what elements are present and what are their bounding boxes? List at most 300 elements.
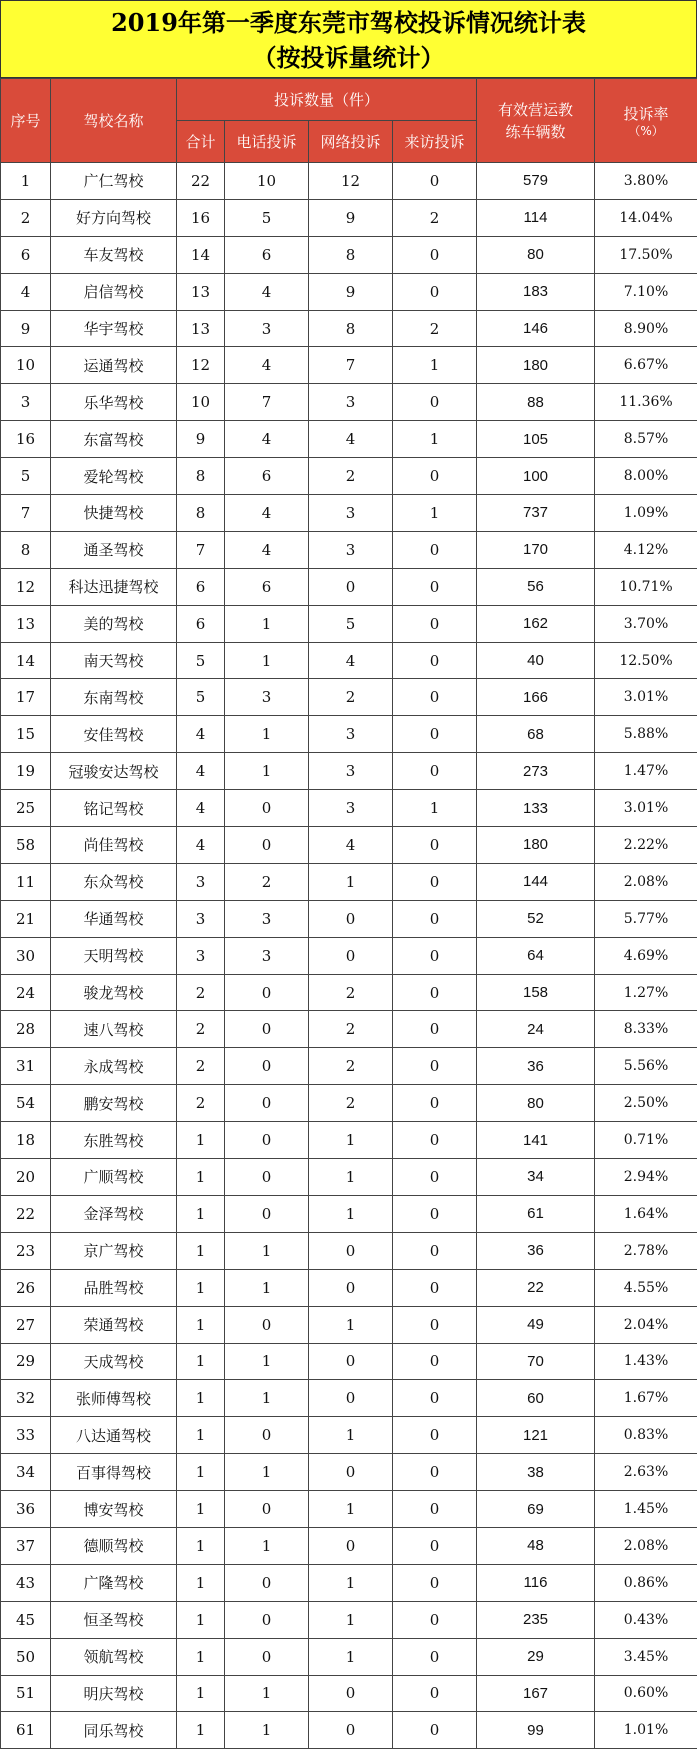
cell-online: 1 bbox=[309, 1491, 393, 1528]
page-title: 2019年第一季度东莞市驾校投诉情况统计表 bbox=[111, 8, 586, 37]
cell-vehicles: 167 bbox=[477, 1675, 595, 1712]
cell-total: 1 bbox=[177, 1491, 225, 1528]
cell-rate: 11.36% bbox=[595, 384, 697, 421]
cell-seq: 17 bbox=[1, 679, 51, 716]
cell-visit: 1 bbox=[393, 347, 477, 384]
cell-online: 0 bbox=[309, 1269, 393, 1306]
cell-phone: 0 bbox=[225, 1306, 309, 1343]
cell-vehicles: 29 bbox=[477, 1638, 595, 1675]
table-row bbox=[1, 1712, 697, 1749]
cell-seq: 18 bbox=[1, 1122, 51, 1159]
cell-rate: 8.90% bbox=[595, 310, 697, 347]
cell-seq: 45 bbox=[1, 1601, 51, 1638]
cell-vehicles: 235 bbox=[477, 1601, 595, 1638]
cell-rate: 1.01% bbox=[595, 1712, 697, 1749]
cell-total: 2 bbox=[177, 974, 225, 1011]
cell-total: 3 bbox=[177, 900, 225, 937]
cell-online: 0 bbox=[309, 1527, 393, 1564]
cell-phone: 6 bbox=[225, 458, 309, 495]
cell-school-name: 天成驾校 bbox=[51, 1343, 177, 1380]
table-row bbox=[1, 605, 697, 642]
cell-rate: 5.88% bbox=[595, 716, 697, 753]
cell-phone: 0 bbox=[225, 790, 309, 827]
cell-rate: 2.63% bbox=[595, 1454, 697, 1491]
table-row bbox=[1, 163, 697, 200]
cell-school-name: 东胜驾校 bbox=[51, 1122, 177, 1159]
cell-seq: 28 bbox=[1, 1011, 51, 1048]
cell-phone: 5 bbox=[225, 199, 309, 236]
cell-seq: 1 bbox=[1, 163, 51, 200]
cell-school-name: 快捷驾校 bbox=[51, 495, 177, 532]
cell-total: 7 bbox=[177, 531, 225, 568]
cell-total: 2 bbox=[177, 1085, 225, 1122]
cell-school-name: 车友驾校 bbox=[51, 236, 177, 273]
cell-phone: 0 bbox=[225, 1564, 309, 1601]
table-row bbox=[1, 1195, 697, 1232]
cell-visit: 0 bbox=[393, 1195, 477, 1232]
cell-online: 1 bbox=[309, 863, 393, 900]
cell-total: 14 bbox=[177, 236, 225, 273]
cell-school-name: 东南驾校 bbox=[51, 679, 177, 716]
cell-vehicles: 80 bbox=[477, 1085, 595, 1122]
table-row bbox=[1, 863, 697, 900]
cell-visit: 0 bbox=[393, 1343, 477, 1380]
cell-rate: 5.77% bbox=[595, 900, 697, 937]
cell-total: 6 bbox=[177, 568, 225, 605]
table-row bbox=[1, 1564, 697, 1601]
cell-school-name: 恒圣驾校 bbox=[51, 1601, 177, 1638]
cell-school-name: 张师傅驾校 bbox=[51, 1380, 177, 1417]
cell-vehicles: 60 bbox=[477, 1380, 595, 1417]
cell-online: 2 bbox=[309, 679, 393, 716]
cell-visit: 0 bbox=[393, 531, 477, 568]
cell-seq: 61 bbox=[1, 1712, 51, 1749]
table-row bbox=[1, 1306, 697, 1343]
cell-visit: 0 bbox=[393, 1491, 477, 1528]
cell-vehicles: 40 bbox=[477, 642, 595, 679]
cell-vehicles: 64 bbox=[477, 937, 595, 974]
page-subtitle: （按投诉量统计） bbox=[252, 43, 445, 72]
cell-visit: 0 bbox=[393, 679, 477, 716]
header-complaints-group: 投诉数量（件） bbox=[177, 79, 477, 121]
cell-total: 1 bbox=[177, 1195, 225, 1232]
cell-seq: 58 bbox=[1, 827, 51, 864]
cell-seq: 54 bbox=[1, 1085, 51, 1122]
cell-online: 3 bbox=[309, 716, 393, 753]
cell-seq: 26 bbox=[1, 1269, 51, 1306]
cell-total: 1 bbox=[177, 1269, 225, 1306]
cell-seq: 20 bbox=[1, 1159, 51, 1196]
cell-seq: 31 bbox=[1, 1048, 51, 1085]
cell-seq: 3 bbox=[1, 384, 51, 421]
cell-total: 4 bbox=[177, 827, 225, 864]
cell-school-name: 品胜驾校 bbox=[51, 1269, 177, 1306]
cell-online: 1 bbox=[309, 1564, 393, 1601]
cell-seq: 6 bbox=[1, 236, 51, 273]
cell-school-name: 爱轮驾校 bbox=[51, 458, 177, 495]
table-body bbox=[1, 163, 697, 1749]
cell-visit: 0 bbox=[393, 1048, 477, 1085]
cell-rate: 10.71% bbox=[595, 568, 697, 605]
cell-online: 0 bbox=[309, 900, 393, 937]
cell-visit: 0 bbox=[393, 1306, 477, 1343]
cell-vehicles: 121 bbox=[477, 1417, 595, 1454]
cell-online: 0 bbox=[309, 1712, 393, 1749]
table-row bbox=[1, 974, 697, 1011]
cell-visit: 0 bbox=[393, 900, 477, 937]
cell-total: 4 bbox=[177, 716, 225, 753]
cell-total: 1 bbox=[177, 1417, 225, 1454]
table-row bbox=[1, 310, 697, 347]
cell-total: 1 bbox=[177, 1454, 225, 1491]
cell-visit: 0 bbox=[393, 1011, 477, 1048]
cell-rate: 1.43% bbox=[595, 1343, 697, 1380]
table-row bbox=[1, 384, 697, 421]
header-vehicles-line2: 练车辆数 bbox=[505, 122, 566, 141]
cell-seq: 21 bbox=[1, 900, 51, 937]
cell-school-name: 广隆驾校 bbox=[51, 1564, 177, 1601]
cell-vehicles: 52 bbox=[477, 900, 595, 937]
cell-rate: 0.83% bbox=[595, 1417, 697, 1454]
cell-vehicles: 48 bbox=[477, 1527, 595, 1564]
cell-total: 4 bbox=[177, 753, 225, 790]
cell-phone: 4 bbox=[225, 421, 309, 458]
cell-school-name: 鹏安驾校 bbox=[51, 1085, 177, 1122]
cell-phone: 1 bbox=[225, 1232, 309, 1269]
table-row bbox=[1, 1343, 697, 1380]
cell-rate: 0.60% bbox=[595, 1675, 697, 1712]
cell-rate: 6.67% bbox=[595, 347, 697, 384]
table-row bbox=[1, 568, 697, 605]
cell-seq: 43 bbox=[1, 1564, 51, 1601]
cell-online: 1 bbox=[309, 1195, 393, 1232]
cell-online: 3 bbox=[309, 753, 393, 790]
cell-total: 2 bbox=[177, 1011, 225, 1048]
cell-seq: 25 bbox=[1, 790, 51, 827]
cell-visit: 0 bbox=[393, 163, 477, 200]
table-row bbox=[1, 1675, 697, 1712]
cell-vehicles: 170 bbox=[477, 531, 595, 568]
cell-phone: 3 bbox=[225, 679, 309, 716]
cell-seq: 10 bbox=[1, 347, 51, 384]
cell-seq: 30 bbox=[1, 937, 51, 974]
cell-vehicles: 579 bbox=[477, 163, 595, 200]
cell-total: 1 bbox=[177, 1564, 225, 1601]
header-vehicles-line1: 有效营运教 bbox=[498, 100, 574, 119]
table-row bbox=[1, 900, 697, 937]
cell-vehicles: 68 bbox=[477, 716, 595, 753]
cell-vehicles: 38 bbox=[477, 1454, 595, 1491]
cell-vehicles: 24 bbox=[477, 1011, 595, 1048]
cell-total: 1 bbox=[177, 1306, 225, 1343]
header-rate-unit: （%） bbox=[628, 123, 664, 138]
cell-rate: 4.55% bbox=[595, 1269, 697, 1306]
cell-rate: 3.01% bbox=[595, 679, 697, 716]
cell-phone: 1 bbox=[225, 642, 309, 679]
table-row bbox=[1, 1527, 697, 1564]
cell-seq: 29 bbox=[1, 1343, 51, 1380]
cell-online: 8 bbox=[309, 310, 393, 347]
cell-rate: 8.00% bbox=[595, 458, 697, 495]
header-rate-label: 投诉率 bbox=[623, 104, 669, 123]
cell-phone: 0 bbox=[225, 1122, 309, 1159]
cell-seq: 4 bbox=[1, 273, 51, 310]
cell-rate: 1.27% bbox=[595, 974, 697, 1011]
cell-online: 0 bbox=[309, 568, 393, 605]
cell-visit: 2 bbox=[393, 199, 477, 236]
cell-rate: 2.04% bbox=[595, 1306, 697, 1343]
cell-online: 12 bbox=[309, 163, 393, 200]
cell-phone: 1 bbox=[225, 1343, 309, 1380]
cell-seq: 2 bbox=[1, 199, 51, 236]
cell-phone: 10 bbox=[225, 163, 309, 200]
cell-seq: 24 bbox=[1, 974, 51, 1011]
table-row bbox=[1, 199, 697, 236]
cell-rate: 8.57% bbox=[595, 421, 697, 458]
cell-vehicles: 114 bbox=[477, 199, 595, 236]
cell-phone: 0 bbox=[225, 1011, 309, 1048]
cell-vehicles: 34 bbox=[477, 1159, 595, 1196]
cell-visit: 0 bbox=[393, 1380, 477, 1417]
cell-school-name: 华宇驾校 bbox=[51, 310, 177, 347]
cell-online: 1 bbox=[309, 1122, 393, 1159]
cell-rate: 3.70% bbox=[595, 605, 697, 642]
cell-visit: 0 bbox=[393, 1601, 477, 1638]
cell-rate: 2.94% bbox=[595, 1159, 697, 1196]
cell-phone: 7 bbox=[225, 384, 309, 421]
cell-total: 8 bbox=[177, 495, 225, 532]
cell-school-name: 东富驾校 bbox=[51, 421, 177, 458]
cell-online: 2 bbox=[309, 974, 393, 1011]
cell-phone: 1 bbox=[225, 605, 309, 642]
cell-online: 2 bbox=[309, 458, 393, 495]
cell-rate: 2.50% bbox=[595, 1085, 697, 1122]
cell-phone: 0 bbox=[225, 974, 309, 1011]
cell-phone: 4 bbox=[225, 531, 309, 568]
cell-online: 1 bbox=[309, 1638, 393, 1675]
cell-phone: 3 bbox=[225, 937, 309, 974]
cell-online: 2 bbox=[309, 1048, 393, 1085]
table-row bbox=[1, 421, 697, 458]
cell-online: 3 bbox=[309, 790, 393, 827]
cell-seq: 51 bbox=[1, 1675, 51, 1712]
cell-visit: 0 bbox=[393, 1085, 477, 1122]
cell-total: 16 bbox=[177, 199, 225, 236]
cell-phone: 1 bbox=[225, 1527, 309, 1564]
table-header bbox=[1, 79, 697, 163]
cell-vehicles: 133 bbox=[477, 790, 595, 827]
cell-rate: 1.47% bbox=[595, 753, 697, 790]
cell-online: 7 bbox=[309, 347, 393, 384]
cell-visit: 0 bbox=[393, 384, 477, 421]
cell-visit: 0 bbox=[393, 1417, 477, 1454]
table-row bbox=[1, 1048, 697, 1085]
cell-total: 1 bbox=[177, 1232, 225, 1269]
cell-vehicles: 100 bbox=[477, 458, 595, 495]
cell-visit: 0 bbox=[393, 642, 477, 679]
cell-visit: 0 bbox=[393, 1122, 477, 1159]
cell-rate: 2.08% bbox=[595, 863, 697, 900]
cell-total: 5 bbox=[177, 679, 225, 716]
cell-school-name: 好方向驾校 bbox=[51, 199, 177, 236]
cell-visit: 0 bbox=[393, 863, 477, 900]
cell-phone: 1 bbox=[225, 1454, 309, 1491]
cell-vehicles: 36 bbox=[477, 1232, 595, 1269]
cell-phone: 0 bbox=[225, 1417, 309, 1454]
cell-rate: 1.45% bbox=[595, 1491, 697, 1528]
cell-online: 0 bbox=[309, 1380, 393, 1417]
cell-phone: 3 bbox=[225, 900, 309, 937]
cell-total: 6 bbox=[177, 605, 225, 642]
cell-school-name: 德顺驾校 bbox=[51, 1527, 177, 1564]
cell-online: 4 bbox=[309, 421, 393, 458]
cell-school-name: 尚佳驾校 bbox=[51, 827, 177, 864]
cell-school-name: 永成驾校 bbox=[51, 1048, 177, 1085]
cell-phone: 1 bbox=[225, 1712, 309, 1749]
table-row bbox=[1, 827, 697, 864]
cell-vehicles: 22 bbox=[477, 1269, 595, 1306]
cell-school-name: 华通驾校 bbox=[51, 900, 177, 937]
cell-vehicles: 49 bbox=[477, 1306, 595, 1343]
cell-school-name: 骏龙驾校 bbox=[51, 974, 177, 1011]
cell-seq: 12 bbox=[1, 568, 51, 605]
cell-rate: 0.86% bbox=[595, 1564, 697, 1601]
cell-total: 13 bbox=[177, 273, 225, 310]
cell-rate: 12.50% bbox=[595, 642, 697, 679]
cell-school-name: 通圣驾校 bbox=[51, 531, 177, 568]
cell-vehicles: 273 bbox=[477, 753, 595, 790]
cell-vehicles: 141 bbox=[477, 1122, 595, 1159]
cell-school-name: 京广驾校 bbox=[51, 1232, 177, 1269]
cell-seq: 23 bbox=[1, 1232, 51, 1269]
cell-vehicles: 180 bbox=[477, 347, 595, 384]
cell-online: 4 bbox=[309, 642, 393, 679]
cell-seq: 15 bbox=[1, 716, 51, 753]
cell-seq: 14 bbox=[1, 642, 51, 679]
cell-visit: 0 bbox=[393, 1527, 477, 1564]
cell-total: 1 bbox=[177, 1675, 225, 1712]
cell-online: 0 bbox=[309, 1343, 393, 1380]
cell-rate: 3.45% bbox=[595, 1638, 697, 1675]
cell-vehicles: 70 bbox=[477, 1343, 595, 1380]
table-row bbox=[1, 1159, 697, 1196]
cell-rate: 2.22% bbox=[595, 827, 697, 864]
cell-seq: 13 bbox=[1, 605, 51, 642]
cell-visit: 0 bbox=[393, 1269, 477, 1306]
cell-vehicles: 69 bbox=[477, 1491, 595, 1528]
cell-visit: 0 bbox=[393, 1454, 477, 1491]
cell-phone: 1 bbox=[225, 753, 309, 790]
cell-vehicles: 158 bbox=[477, 974, 595, 1011]
cell-seq: 19 bbox=[1, 753, 51, 790]
cell-online: 2 bbox=[309, 1011, 393, 1048]
table-row bbox=[1, 1085, 697, 1122]
cell-school-name: 八达通驾校 bbox=[51, 1417, 177, 1454]
cell-vehicles: 183 bbox=[477, 273, 595, 310]
cell-seq: 37 bbox=[1, 1527, 51, 1564]
header-total: 合计 bbox=[177, 121, 225, 163]
cell-visit: 0 bbox=[393, 568, 477, 605]
cell-vehicles: 36 bbox=[477, 1048, 595, 1085]
cell-visit: 0 bbox=[393, 1638, 477, 1675]
cell-school-name: 广顺驾校 bbox=[51, 1159, 177, 1196]
cell-visit: 0 bbox=[393, 458, 477, 495]
cell-vehicles: 146 bbox=[477, 310, 595, 347]
table-row bbox=[1, 1232, 697, 1269]
cell-seq: 7 bbox=[1, 495, 51, 532]
cell-seq: 22 bbox=[1, 1195, 51, 1232]
table-row bbox=[1, 716, 697, 753]
cell-school-name: 明庆驾校 bbox=[51, 1675, 177, 1712]
table-row bbox=[1, 531, 697, 568]
cell-total: 1 bbox=[177, 1601, 225, 1638]
complaints-table bbox=[0, 78, 697, 1749]
cell-total: 1 bbox=[177, 1159, 225, 1196]
cell-visit: 0 bbox=[393, 605, 477, 642]
cell-seq: 9 bbox=[1, 310, 51, 347]
header-rate bbox=[595, 79, 697, 163]
table-row bbox=[1, 273, 697, 310]
table-row bbox=[1, 679, 697, 716]
cell-phone: 0 bbox=[225, 1195, 309, 1232]
cell-total: 13 bbox=[177, 310, 225, 347]
cell-seq: 32 bbox=[1, 1380, 51, 1417]
table-row bbox=[1, 1638, 697, 1675]
table-row bbox=[1, 1454, 697, 1491]
cell-seq: 33 bbox=[1, 1417, 51, 1454]
table-row bbox=[1, 1269, 697, 1306]
cell-vehicles: 80 bbox=[477, 236, 595, 273]
cell-online: 4 bbox=[309, 827, 393, 864]
cell-rate: 4.69% bbox=[595, 937, 697, 974]
cell-online: 0 bbox=[309, 1454, 393, 1491]
table-row bbox=[1, 1417, 697, 1454]
cell-visit: 0 bbox=[393, 937, 477, 974]
cell-total: 5 bbox=[177, 642, 225, 679]
cell-total: 1 bbox=[177, 1343, 225, 1380]
title-block bbox=[0, 0, 697, 78]
cell-school-name: 博安驾校 bbox=[51, 1491, 177, 1528]
cell-seq: 8 bbox=[1, 531, 51, 568]
cell-online: 0 bbox=[309, 1675, 393, 1712]
cell-total: 4 bbox=[177, 790, 225, 827]
cell-visit: 0 bbox=[393, 753, 477, 790]
table-row bbox=[1, 642, 697, 679]
cell-total: 12 bbox=[177, 347, 225, 384]
cell-visit: 0 bbox=[393, 1159, 477, 1196]
cell-online: 9 bbox=[309, 199, 393, 236]
cell-visit: 0 bbox=[393, 273, 477, 310]
table-row bbox=[1, 753, 697, 790]
cell-rate: 4.12% bbox=[595, 531, 697, 568]
table-row bbox=[1, 937, 697, 974]
cell-vehicles: 61 bbox=[477, 1195, 595, 1232]
table-row bbox=[1, 790, 697, 827]
cell-rate: 8.33% bbox=[595, 1011, 697, 1048]
cell-phone: 1 bbox=[225, 1269, 309, 1306]
cell-visit: 0 bbox=[393, 974, 477, 1011]
table-row bbox=[1, 458, 697, 495]
cell-phone: 0 bbox=[225, 827, 309, 864]
cell-total: 1 bbox=[177, 1527, 225, 1564]
cell-online: 1 bbox=[309, 1601, 393, 1638]
cell-online: 3 bbox=[309, 384, 393, 421]
cell-online: 1 bbox=[309, 1306, 393, 1343]
cell-online: 8 bbox=[309, 236, 393, 273]
table-row bbox=[1, 1011, 697, 1048]
cell-phone: 0 bbox=[225, 1048, 309, 1085]
cell-online: 3 bbox=[309, 495, 393, 532]
